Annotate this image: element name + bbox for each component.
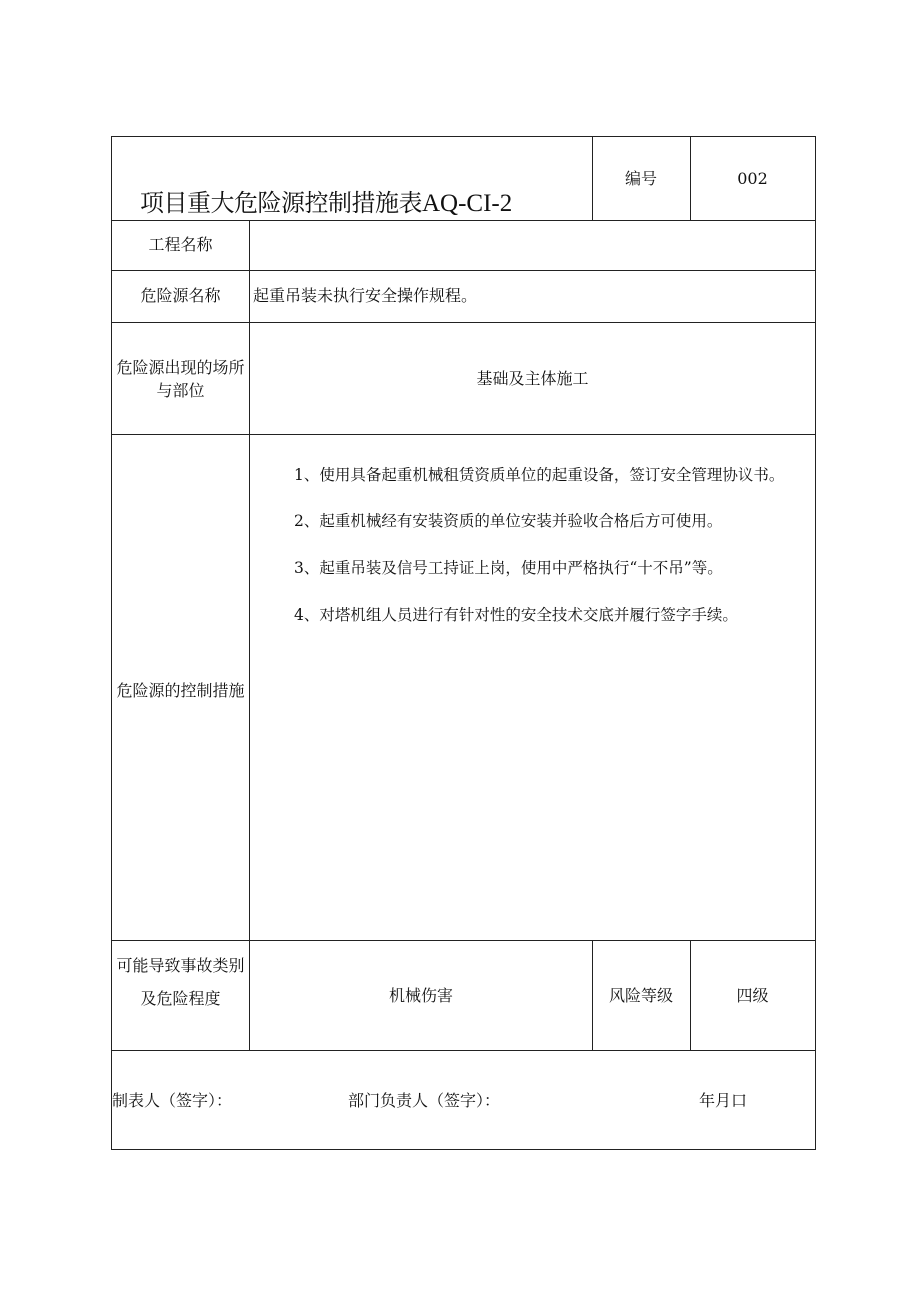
measures-label: 危险源的控制措施: [116, 681, 245, 700]
hazard-name-value: 起重吊装未执行安全操作规程。: [253, 286, 478, 305]
measure-item-3: 3、起重吊装及信号工持证上岗，使用中严格执行“十不吊”等。: [294, 559, 723, 577]
row-divider-5: [112, 940, 815, 941]
location-label-line1: 危险源出现的场所: [116, 358, 245, 377]
row-divider-1: [112, 220, 815, 221]
hazard-name-label: 危险源名称: [140, 286, 221, 305]
number-label: 编号: [624, 169, 657, 188]
divider-label-column: [249, 220, 250, 1050]
date-label: 年月口: [699, 1091, 748, 1110]
measure-item-2: 2、起重机械经有安装资质的单位安装并验收合格后方可使用。: [294, 512, 723, 530]
measure-item-4: 4、对塔机组人员进行有针对性的安全技术交底并履行签字手续。: [294, 606, 738, 624]
form-title-text: 项目重大危险源控制措施表: [140, 189, 422, 217]
accident-value: 机械伤害: [388, 986, 453, 1005]
project-name-label: 工程名称: [148, 235, 213, 254]
form-title: [140, 188, 512, 219]
preparer-signature-label: 制表人（签字）：: [112, 1091, 233, 1110]
row-divider-4: [112, 434, 815, 435]
number-value: 002: [737, 169, 768, 188]
accident-label-line2: 及危险程度: [140, 989, 221, 1008]
dept-head-signature-label: 部门负责人（签字）：: [348, 1091, 501, 1110]
measure-item-1: 1、使用具备起重机械租赁资质单位的起重设备，签订安全管理协议书。: [294, 466, 785, 484]
form-code: AQ-CI-2: [422, 190, 513, 217]
row-divider-2: [112, 270, 815, 271]
risk-level-label: 风险等级: [608, 986, 673, 1005]
hazard-control-form: [111, 136, 816, 1150]
location-label-line2: 与部位: [156, 381, 205, 400]
accident-label-line1: 可能导致事故类别: [116, 956, 245, 975]
row-divider-3: [112, 322, 815, 323]
row-divider-6: [112, 1050, 815, 1051]
risk-level-value: 四级: [736, 986, 769, 1005]
location-value: 基础及主体施工: [476, 369, 589, 388]
